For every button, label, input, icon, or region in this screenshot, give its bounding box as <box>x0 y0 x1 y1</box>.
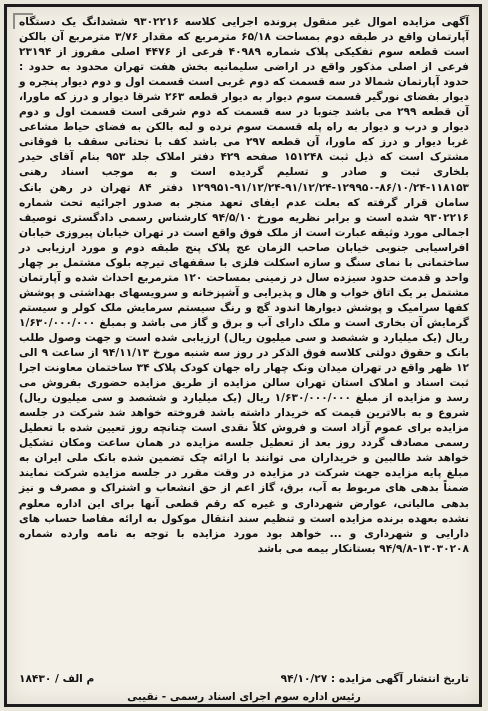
notice-body <box>19 15 469 557</box>
publish-date: تاریخ انتشار آگهی مزایده : ۹۴/۱۰/۲۷ <box>280 673 469 685</box>
publish-line <box>19 673 469 685</box>
newspaper-clipping <box>4 4 482 707</box>
notice-body-text: آگهی مزایده اموال غیر منقول پرونده اجرایی کلاسه ۹۳۰۲۲۱۶ ششدانگ یک دستگاه آپارتمان واقع در طبقه دوم بمساحت ۶۵/۱۸ مترمربع که مقدار ۳/۷۶ مترمربع آن بالکن است قطعه سوم تفکیکی پلاک شماره ۴۰۹۸۹ فرعی از ۴۴۷۶ اصلی مفروز از ۲۳۱۹۴ فرعی از اصلی مذکور واقع در اراضی سلیمانیه بخش هفت تهران محدود به حدود : حدود آپارتمان شمالا در سه قسمت که دوم غربی است قسمت اول و دوم دیوار پنجره و دیوار بفضای نورگیر قسمت سوم دیوار به دیوار قطعه ۲۶۳ شرقا دیوار و درز که ماورا، آن قطعه ۲۹۹ می باشد جنوبا در سه قسمت که دوم شرقی است قسمت اول و دوم دیوار و درب و دیوار به راه پله قسمت سوم نرده و لبه بالکن به فضای حیاط مشاعی غربا دیوار و درز که ماورا، آن قطعه ۲۹۷ می باشد کف با تحتانی سقف با فوقانی مشترک است که ذیل ثبت ۱۵۱۲۴۸ صفحه ۴۲۹ دفتر املاک جلد ۹۵۳ بنام آقای حیدر بلخاری ثبت و صادر و تسلیم گردیده است و به موجب اسناد رهنی ۱۱۸۱۵۳-۸۶/۱۰/۲۴-۱۲۹۹۵۰-۹۱/۱۲/۲۴-۹۱/۱۲/۲۴-۱۲۹۹۵۱ دفتر ۸۴ تهران در رهن بانک سامان قرار گرفته که بعلت عدم ایفای تعهد منجر به صدور اجرائیه تحت شماره ۹۳۰۲۲۱۶ شده است و برابر نظریه مورخ ۹۴/۵/۱۰ کارشناس رسمی دادگستری توصیف اجمالی مورد وثیقه عبارت است از ملک فوق واقع است در تهران خیابان پیروزی خیابان افراسیابی جنوبی خیابان صاحب الزمان عج پلاک پنج طبقه دوم و مورد ارزیابی در ساختمانی با نمای سنگ و سازه اسکلت فلزی با سقفهای تیرچه بلوک مشتمل بر چهار واحد و قدمت حدود سیزده سال در زمینی بمساحت ۱۲۰ مترمربع احداث شده و آپارتمان مشتمل بر یک اتاق خواب و هال و پذیرایی و آشپزخانه و سرویسهای بهداشتی و پوشش کفها سرامیک و پوشش دیوارها اندود گچ و رنگ سیستم سرمایش ملک کولر و سیستم گرمایش آن بخاری است و ملک دارای آب و برق و گاز می باشد و بمبلغ ۱/۶۳۰/۰۰۰/۰۰۰ ریال (یک میلیارد و ششصد و سی میلیون ریال) ارزیابی شده است و جهت وصول طلب بانک و حقوق دولتی کلاسه فوق الذکر در روز سه شنبه مورخ ۹۴/۱۱/۱۳ از ساعت ۹ الی ۱۲ ظهر واقع در تهران میدان ونک چهار راه جهان کودک پلاک ۳۴ ساختمان معاونت اجرا ثبت اسناد و املاک استان تهران سالن مزایده از طریق مزایده حضوری بفروش می رسد و مزایده از مبلغ ۱/۶۳۰/۰۰۰/۰۰۰ ریال (یک میلیارد و ششصد و سی میلیون ریال) شروع و به بالاترین قیمت که خریدار داشته باشد فروخته خواهد شد شرکت در جلسه مزایده برای عموم آزاد است و فروش کلاً نقدی است چنانچه روز تعیین شده با تعطیل رسمی مصادف گردد روز بعد از تعطیل جلسه مزایده در همان ساعت ومکان تشکیل خواهد شد طالبین و خریداران می توانند با ارائه چک تضمین شده بانک ملی ایران به مبلغ پایه مزایده جهت شرکت در مزایده در وقت مقرر در جلسه مزایده شرکت نمایند ضمناً بدهی های مربوط به آب، برق، گاز اعم از حق انشعاب و اشتراک و مصرف و نیز بدهی مالیاتی، عوارض شهرداری و غیره که رقم قطعی آنها برای این اداره معلوم نشده بعهده برنده مزایده است و تنظیم سند انتقال موکول به ارائه مفاصا حساب های دارایی و شهرداری و ... خواهد بود مورد مزایده با توجه به نامه وارده شماره ۱۳۰۳۰۲۰۸-۹۴/۹/۸ بستانکار بیمه می باشد <box>19 16 470 555</box>
signature-line: رئیس اداره سوم اجرای اسناد رسمی - نقیبی <box>127 691 361 703</box>
reference-code: ۱۸۴۳۰ / م الف <box>19 673 95 685</box>
